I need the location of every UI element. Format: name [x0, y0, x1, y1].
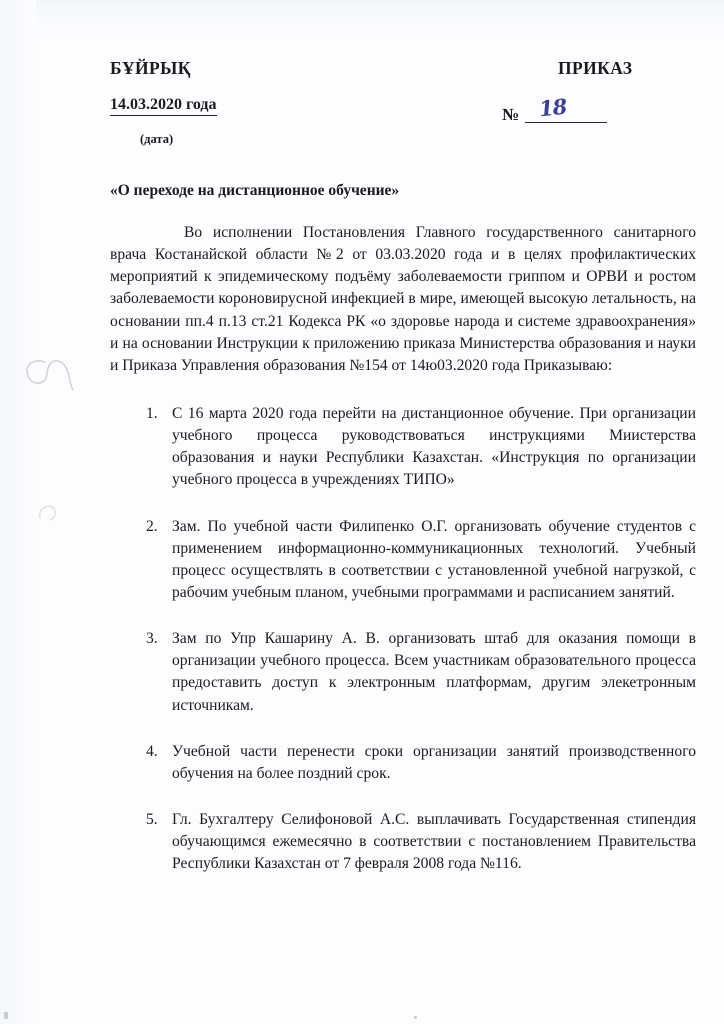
document-header [110, 58, 696, 176]
order-clause: Зам по Упр Кашарину А. В. организовать штаб для оказания помощи в организации учебного процесса. Всем участникам образовательного процесса предоставить доступ к электронным платформам, другим элекетронным источникам. [172, 630, 696, 714]
document-body [110, 58, 696, 899]
number-sign-label: № [502, 105, 520, 124]
scan-tint-left [0, 0, 36, 1024]
scan-tint-top [0, 0, 724, 46]
order-preamble: Во исполнении Постановления Главного государственного санитарного врача Костанайской области №2 от 03.03.2020 года и в целях профилактических мероприятий к эпидемическому подъёму заболеваемости гриппом и ОРВИ и ростом заболеваемости короновирусной инфекцией в мире, имеющей высокую летальность, на основании пп.4 п.13 ст.21 Кодекса РК «о здоровье народа и системе здравоохранения» и на основании Инструкции к приложению приказа Министерства образования и науки и Приказа Управления образования №154 от 14ю03.2020 года Приказываю: [110, 224, 696, 374]
order-clause-list [110, 403, 696, 875]
order-subject: «О переходе на дистанционное обучение» [110, 182, 400, 199]
kazakh-order-title: БҰЙРЫҚ [110, 58, 191, 78]
order-clause: Зам. По учебной части Филипенко О.Г. организовать обучение студентов с применением информационно-коммуникационных технологий. Учебный процесс осуществлять в соответствии с установленной учебной нагрузкой, с рабочим учебным планом, учебными программами и расписанием занятий. [172, 517, 696, 601]
margin-scribble-lower-icon [34, 498, 64, 528]
order-number-group [502, 93, 607, 124]
order-date: 14.03.2020 года [110, 96, 217, 116]
order-clause: Гл. Бухгалтеру Селифоновой А.С. выплачивать Государственная стипендия обучающимся ежемесячно в соответствии с постановлением Правительства Республики Казахстан от 7 февраля 2008 года №116. [172, 810, 696, 873]
margin-scribble-upper-icon [18, 352, 80, 398]
order-number-rule [525, 93, 607, 123]
order-date-caption: (дата) [140, 132, 174, 146]
russian-order-title: ПРИКАЗ [558, 58, 633, 78]
scan-speck [4, 1012, 8, 1019]
scan-speck [414, 1016, 417, 1019]
order-number-handwritten-value: 18 [537, 93, 568, 122]
order-clause: Учебной части перенести сроки организации занятий производственного обучения на более поздний срок. [172, 742, 696, 782]
order-clause: С 16 марта 2020 года перейти на дистанционное обучение. При организации учебного процесса руководствоваться инструкциями Миистерства образования и науки Республики Казахстан. «Инструкция по организации учебного процесса в учреждениях ТИПО» [172, 404, 696, 489]
